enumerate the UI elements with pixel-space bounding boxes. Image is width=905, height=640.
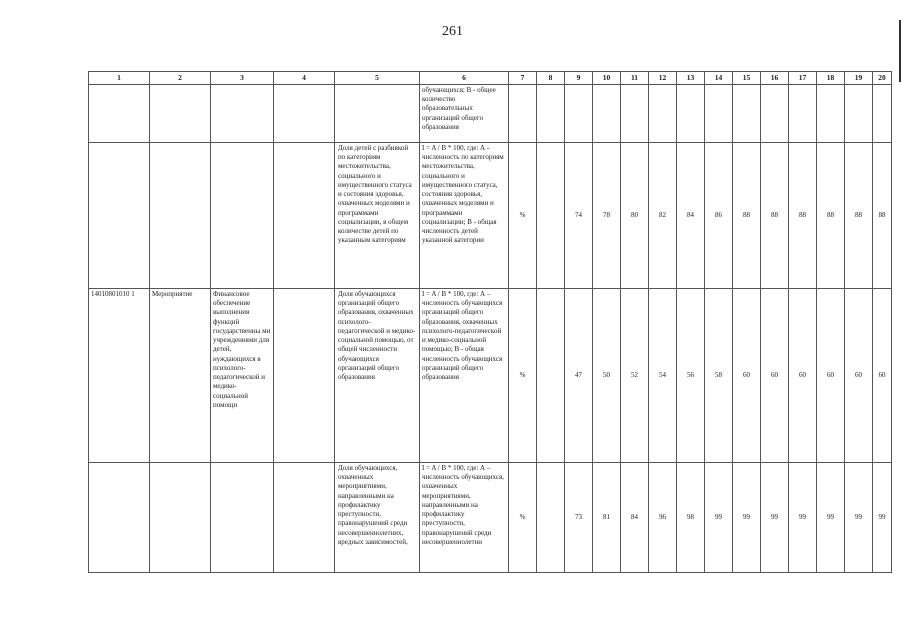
value-cell: 86 <box>705 143 733 289</box>
value-cell <box>817 85 845 143</box>
header-cell: 3 <box>211 72 274 85</box>
header-cell: 18 <box>817 72 845 85</box>
table-row <box>89 143 892 289</box>
value-cell <box>593 85 621 143</box>
value-cell: 88 <box>789 143 817 289</box>
value-cell: 99 <box>817 463 845 573</box>
header-cell: 17 <box>789 72 817 85</box>
value-cell: 60 <box>733 289 761 463</box>
event-name-cell <box>211 85 274 143</box>
event-name-cell <box>211 143 274 289</box>
table-row <box>89 289 892 463</box>
value-cell: 88 <box>873 143 892 289</box>
value-cell: 88 <box>761 143 789 289</box>
col8-cell <box>537 289 565 463</box>
header-cell: 4 <box>274 72 335 85</box>
value-cell: 47 <box>565 289 593 463</box>
value-cell <box>649 85 677 143</box>
value-cell: 98 <box>677 463 705 573</box>
value-cell: 60 <box>789 289 817 463</box>
value-cell <box>733 85 761 143</box>
header-cell: 15 <box>733 72 761 85</box>
col8-cell <box>537 143 565 289</box>
value-cell: 60 <box>817 289 845 463</box>
header-cell: 8 <box>537 72 565 85</box>
header-cell: 19 <box>845 72 873 85</box>
header-cell: 14 <box>705 72 733 85</box>
value-cell: 99 <box>733 463 761 573</box>
col8-cell <box>537 463 565 573</box>
value-cell: 96 <box>649 463 677 573</box>
indicator-name-cell: Доля обучающихся организаций общего образования, охваченных психолого-педагогической и медико-социальной помощью, от общей численности обучающихся организаций общего образования <box>335 289 420 463</box>
value-cell: 78 <box>593 143 621 289</box>
table-row <box>89 85 892 143</box>
header-cell: 12 <box>649 72 677 85</box>
value-cell: 60 <box>873 289 892 463</box>
event-name-cell <box>211 463 274 573</box>
value-cell: 81 <box>593 463 621 573</box>
value-cell <box>677 85 705 143</box>
unit-cell: % <box>509 143 537 289</box>
value-cell: 99 <box>873 463 892 573</box>
value-cell: 88 <box>845 143 873 289</box>
type-cell <box>150 143 211 289</box>
type-cell <box>150 463 211 573</box>
header-cell: 2 <box>150 72 211 85</box>
formula-cell: I = A / B * 100, где: А - численность по категориям местожительства, социального и имущественного статуса, состояния здоровья, охваченных моделями и программами социализации; В - общая численность детей указанной категории <box>420 143 509 289</box>
type-cell <box>150 85 211 143</box>
value-cell: 58 <box>705 289 733 463</box>
value-cell: 60 <box>845 289 873 463</box>
formula-cell: I = A / B * 100, где: А – численность обучающихся, охваченных мероприятиями, направленными на профилактику преступности, правонарушений среди несовершеннолетни <box>420 463 509 573</box>
header-cell: 9 <box>565 72 593 85</box>
table-row <box>89 463 892 573</box>
page-edge-mark <box>899 20 901 82</box>
value-cell: 99 <box>845 463 873 573</box>
value-cell: 84 <box>621 463 649 573</box>
value-cell: 84 <box>677 143 705 289</box>
header-cell: 13 <box>677 72 705 85</box>
col4-cell <box>274 143 335 289</box>
value-cell: 60 <box>761 289 789 463</box>
unit-cell: % <box>509 289 537 463</box>
value-cell <box>565 85 593 143</box>
value-cell <box>705 85 733 143</box>
header-cell: 5 <box>335 72 420 85</box>
indicator-name-cell <box>335 85 420 143</box>
value-cell: 99 <box>705 463 733 573</box>
value-cell: 99 <box>789 463 817 573</box>
code-cell <box>89 463 150 573</box>
value-cell <box>621 85 649 143</box>
code-cell <box>89 85 150 143</box>
value-cell <box>873 85 892 143</box>
col8-cell <box>537 85 565 143</box>
type-cell: Мероприятие <box>150 289 211 463</box>
value-cell: 99 <box>761 463 789 573</box>
indicators-table <box>88 71 892 573</box>
col4-cell <box>274 463 335 573</box>
header-cell: 7 <box>509 72 537 85</box>
header-row <box>89 72 892 85</box>
code-cell: 14010801010 1 <box>89 289 150 463</box>
value-cell <box>761 85 789 143</box>
header-cell: 11 <box>621 72 649 85</box>
code-cell <box>89 143 150 289</box>
value-cell <box>845 85 873 143</box>
value-cell: 52 <box>621 289 649 463</box>
value-cell: 82 <box>649 143 677 289</box>
value-cell: 80 <box>621 143 649 289</box>
header-cell: 10 <box>593 72 621 85</box>
formula-cell: I = A / B * 100, где: А – численность обучающихся организаций общего образования, охваченных психолого-педагогической и медико-социальной помощью; В - общая численность обучающихся организаций общего образования <box>420 289 509 463</box>
indicator-name-cell: Доля детей с разбивкой по категориям местожительства, социального и имущественного статуса и состояния здоровья, охваченных моделями и программами социализации, в общем количестве детей по указанным категориям <box>335 143 420 289</box>
unit-cell: % <box>509 463 537 573</box>
value-cell: 88 <box>817 143 845 289</box>
header-cell: 16 <box>761 72 789 85</box>
header-cell: 20 <box>873 72 892 85</box>
value-cell <box>789 85 817 143</box>
value-cell: 74 <box>565 143 593 289</box>
value-cell: 50 <box>593 289 621 463</box>
value-cell: 54 <box>649 289 677 463</box>
event-name-cell: Финансовое обеспечение выполнения функций государственны ми учреждениями для детей, нуждающихся в психолого-педагогической и медико-социальной помощи <box>211 289 274 463</box>
header-cell: 6 <box>420 72 509 85</box>
indicator-name-cell: Доля обучающихся, охваченных мероприятиями, направленными на профилактику преступности, правонарушений среди несовершеннолетних, вредных зависимостей, <box>335 463 420 573</box>
header-cell: 1 <box>89 72 150 85</box>
unit-cell <box>509 85 537 143</box>
col4-cell <box>274 289 335 463</box>
value-cell: 73 <box>565 463 593 573</box>
formula-cell: обучающихся; В - общее количество образовательных организаций общего образования <box>420 85 509 143</box>
value-cell: 88 <box>733 143 761 289</box>
col4-cell <box>274 85 335 143</box>
page-number: 261 <box>442 24 463 39</box>
value-cell: 56 <box>677 289 705 463</box>
